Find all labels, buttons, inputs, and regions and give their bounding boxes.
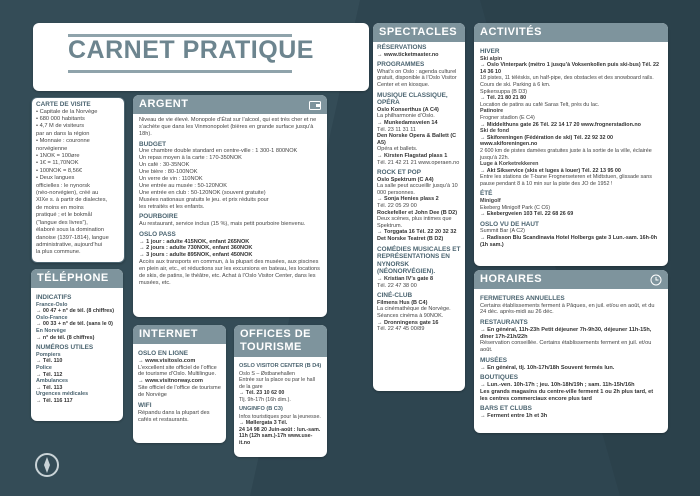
ete-line: → Ekebergveien 103 Tél. 22 68 26 69 xyxy=(480,211,574,218)
argent-title: ARGENT xyxy=(139,98,189,110)
unginfo-line: Infos touristiques pour la jeunesse. xyxy=(239,413,321,420)
horaires-line: Les grands magasins du centre-ville ferment 1 ou 2h plus tard, et les centres commerciaux encore plus tard xyxy=(480,388,654,402)
internet-title: INTERNET xyxy=(139,328,198,340)
carte-item: norvégienne xyxy=(36,145,68,152)
horaires-line: → En général, tlj. 10h-17h/18h Souvent fermés lun. xyxy=(480,364,615,371)
oslo-pass-desc: Accès aux transports en commun, à la plupart des musées, aux piscines en plein air, etc., et réductions sur les excursions en bateau, les locations de skis, de patins, le théâtre, etc. Achat à l’Oslo Visitor Center, dans les musées, etc. xyxy=(139,259,320,286)
budget-item: Un repas moyen à la carte : 170-350NOK xyxy=(139,155,242,162)
carte-item: la plus commune. xyxy=(36,249,81,256)
wallet-icon xyxy=(309,100,321,110)
budget-item: Une chambre double standard en centre-ville : 1 300-1 800NOK xyxy=(139,148,298,155)
horaires-line: Certains établissements ferment à Pâques, en juil. et/ou en août, et du 24 déc. après-midi au 26 déc. xyxy=(480,302,655,316)
hiver-line: Ski alpin xyxy=(480,55,503,62)
spectacle-line: Tél. 21 42 21 21 www.operaen.no xyxy=(377,159,460,166)
hiver-line: Luge à Korketrekkeren xyxy=(480,161,539,168)
vu-de-haut-list xyxy=(480,228,662,248)
pass-price: → 1 jour : adulte 415NOK, enfant 265NOK xyxy=(139,238,250,245)
telephone-box xyxy=(31,269,123,421)
carte-item: (néo-norvégien), créé au xyxy=(36,190,99,197)
activites-header xyxy=(474,23,668,42)
phone-number: → Tél. 113 xyxy=(36,384,63,391)
numeros-list xyxy=(36,352,118,405)
hiver-line: → Middelthuns gate 26 Tél. 22 14 17 20 www.frognerstadion.no xyxy=(480,121,641,128)
budget-item: Une bière : 80-100NOK xyxy=(139,169,198,176)
oslo-en-ligne-heading: OSLO EN LIGNE xyxy=(138,350,189,357)
spectacle-line: → Torggata 16 Tél. 22 20 32 32 xyxy=(377,229,457,236)
spectacles-box xyxy=(373,23,465,391)
phone-number: → 00 33 + n° de tél. (sans le 0) xyxy=(36,321,113,328)
carte-de-visite-box xyxy=(31,97,125,263)
spectacle-line: Den Norske Opera & Ballett (C A5) xyxy=(377,133,457,146)
carte-item: • 100NOK = 8,56€ xyxy=(36,167,83,174)
internet-box xyxy=(133,325,226,443)
spectacle-section-heading: CINÉ-CLUB xyxy=(377,292,413,300)
horaires-section-heading: BARS ET CLUBS xyxy=(480,405,532,413)
spectacle-line: What’s on Oslo : agenda culturel gratuit, disponible à l’Oslo Visitor Center et en kiosque. xyxy=(377,68,457,88)
hiver-line: Frogner stadion (E C4) xyxy=(480,114,535,121)
carte-heading: CARTE DE VISITE xyxy=(36,101,91,108)
spectacle-line: Deux scènes, plus intimes que Spektrum. xyxy=(377,216,452,229)
hiver-line: 2 600 km de pistes damées gratuites juste à la sortie de la ville, éclairée jusqu’à 22h. xyxy=(480,147,652,161)
visitoslo-desc: L’excellent site officiel de l’office de tourisme d’Oslo. Multilingue. xyxy=(138,364,217,378)
visitnorway-desc: Site officiel de l’office de tourisme de Norvège xyxy=(138,385,221,399)
spectacle-section-heading: ROCK ET POP xyxy=(377,169,422,177)
phone-number: → Tél. 112 xyxy=(36,371,63,378)
phone-label: Oslo-France xyxy=(36,314,68,321)
link-visitnorway[interactable]: → www.visitnorway.com xyxy=(138,378,203,385)
carte-item: danoise (1397-1814), langue xyxy=(36,234,109,241)
budget-list xyxy=(139,148,321,210)
ete-line: Minigolf xyxy=(480,198,501,205)
hiver-line: Ski de fond xyxy=(480,128,510,135)
pass-price: → 3 jours : adulte 895NOK, enfant 450NOK xyxy=(139,252,253,259)
spectacle-line: → Munkedamsveien 14 xyxy=(377,119,438,126)
horaires-section-heading: FERMETURES ANNUELLES xyxy=(480,295,565,302)
carte-item: (“langue des livres”), xyxy=(36,219,88,226)
visitor-center-line: Oslo S – Østbanehallen xyxy=(239,370,295,377)
spectacle-line: Det Norske Teatret (B D2) xyxy=(377,236,444,243)
offices-title: OFFICES DE TOURISME xyxy=(240,328,312,353)
phone-label: En Norvège xyxy=(36,327,66,334)
carte-item: • 680 000 habitants xyxy=(36,116,85,122)
clock-icon xyxy=(650,274,662,286)
visitor-center-heading: OSLO VISITOR CENTER (B D4) xyxy=(239,363,322,369)
numeros-heading: NUMÉROS UTILES xyxy=(36,344,94,352)
pourboire-heading: POURBOIRE xyxy=(139,213,178,221)
spectacles-title: SPECTACLES xyxy=(379,26,458,38)
carte-item: • 1NOK = 100øre xyxy=(36,153,80,160)
pourboire-text: Au restaurant, service inclus (15 %), mais petit pourboire bienvenu. xyxy=(139,221,306,228)
carte-item: • Deux langues xyxy=(36,175,75,182)
activites-box xyxy=(474,23,668,266)
wifi-text: Répandu dans la plupart des cafés et restaurants. xyxy=(138,409,210,423)
unginfo-addr: → Møllergata 3 Tél. xyxy=(239,420,288,427)
carte-items xyxy=(36,109,120,257)
hiver-line: 18 pistes, 11 téléskis, un half-pipe, des obstacles et des snowboard rails. Cours de ski. Parking à 6 km. xyxy=(480,75,654,88)
vu-de-haut-line: Summit Bar (A C2) xyxy=(480,228,525,235)
horaires-section-heading: MUSÉES xyxy=(480,356,507,364)
vu-de-haut-line: → Radisson Blu Scandinavia Hotel Holbergs gate 3 Lun.-sam. 16h-0h (1h sam.) xyxy=(480,235,658,248)
horaires-line: → Lun.-ven. 10h-17h ; jeu. 10h-18h/19h ; sam. 11h-15h/16h xyxy=(480,381,635,388)
pass-price: → 2 jours : adulte 730NOK, enfant 360NOK xyxy=(139,245,253,252)
spectacle-line: → www.ticketmaster.no xyxy=(377,51,439,58)
telephone-header xyxy=(31,269,123,288)
phone-number: → n° de tél. (8 chiffres) xyxy=(36,334,95,341)
budget-item: Une entrée au musée : 50-120NOK xyxy=(139,182,227,189)
phone-label: Police xyxy=(36,364,52,371)
horaires-title: HORAIRES xyxy=(480,273,543,285)
phone-label: Ambulances xyxy=(36,378,69,385)
visitor-center-tel: → Tél. 23 10 62 00 xyxy=(239,390,285,397)
spectacle-line: Tél. 22 05 29 00 xyxy=(377,203,417,210)
spectacle-line: Filmens Hus (B C4) xyxy=(377,299,428,306)
spectacle-section-heading: MUSIQUE CLASSIQUE, OPÉRA xyxy=(377,91,448,107)
hiver-line: → Oslo Vinterpark (métro 1 jusqu’à Voksenkollen puis ski-bus) Tél. 22 14 36 10 xyxy=(480,62,659,75)
spectacle-line: Opéra et ballets. xyxy=(377,146,418,153)
spectacle-line: Rockefeller et John Dee (B D2) xyxy=(377,209,458,216)
hiver-line: Spikersuppa (B D3) xyxy=(480,88,528,95)
visitor-center-line: Entrée sur la place ou par le hall de la gare xyxy=(239,377,315,390)
spectacles-body xyxy=(373,42,465,335)
phone-number: → Tél. 110 xyxy=(36,358,63,365)
activites-title: ACTIVITÉS xyxy=(480,26,542,38)
horaires-box xyxy=(474,270,668,433)
spectacle-line: La philharmonie d’Oslo. xyxy=(377,113,435,120)
horaires-section-heading: RESTAURANTS xyxy=(480,319,528,327)
spectacle-section-heading: PROGRAMMES xyxy=(377,61,425,69)
spectacle-line: La cinémathèque de Norvège. Séances cinéma à 90NOK. xyxy=(377,306,451,319)
phone-label: Urgences médicales xyxy=(36,391,89,398)
spectacle-line: Tél. 22 47 38 00 xyxy=(377,282,417,289)
visitor-center-hours: Tlj. 9h-17h (16h dim.). xyxy=(239,396,291,403)
budget-heading: BUDGET xyxy=(139,140,166,148)
hiver-line: → Tél. 21 80 21 80 xyxy=(480,95,527,102)
argent-intro: Niveau de vie élevé. Monopole d’État sur l’alcool, qui est très cher et ne s’achète que dans les Vinmonopolet (bières en grande surface jusqu’à 18h). xyxy=(139,117,317,137)
spectacle-line: → Kristian IV’s gate 8 xyxy=(377,276,434,282)
phone-label: France-Oslo xyxy=(36,301,68,308)
oslo-pass-heading: OSLO PASS xyxy=(139,230,176,238)
spectacle-line: → Sonja Henies plass 2 xyxy=(377,196,439,203)
horaires-line: → En général, 11h-23h Petit déjeuner 7h-9h30, déjeuner 11h-15h, dîner 17h-21h/22h xyxy=(480,326,652,340)
phone-number: → 00 47 + n° de tél. (8 chiffres) xyxy=(36,308,115,315)
indicatifs-heading: INDICATIFS xyxy=(36,294,72,301)
indicatifs-list xyxy=(36,302,118,342)
offices-box xyxy=(234,325,327,457)
carte-item: par an dans la région xyxy=(36,130,90,137)
spectacles-header xyxy=(373,23,465,42)
offices-header xyxy=(234,325,327,357)
hiver-heading: HIVER xyxy=(480,48,500,55)
hiver-line: Location de patins au café Saras Telt, près du lac. xyxy=(480,101,600,108)
carte-item: élaboré sous la domination xyxy=(36,227,104,234)
phone-number: → Tél. 116 117 xyxy=(36,397,73,404)
spectacle-section-heading: COMÉDIES MUSICALES ET REPRÉSENTATIONS EN NYNORSK (NÉONORVÉGIEN). xyxy=(377,245,461,276)
spectacle-line: Oslo Konserthus (A C4) xyxy=(377,106,439,113)
spectacle-line: La salle peut accueillir jusqu’à 10 000 personnes. xyxy=(377,183,458,196)
phone-label: Pompiers xyxy=(36,351,61,358)
spectacle-line: Tél. 22 47 45 00/89 xyxy=(377,326,425,333)
argent-box xyxy=(133,95,327,317)
visitor-center-lines xyxy=(239,371,322,391)
horaires-section-heading: BOUTIQUES xyxy=(480,374,518,382)
spectacle-line: Tél. 23 11 31 11 xyxy=(377,126,416,133)
unginfo-heading: UNGINFO (B C3) xyxy=(239,406,283,413)
page-title: CARNET PRATIQUE xyxy=(68,36,314,64)
compass-icon xyxy=(34,452,60,478)
hiver-list xyxy=(480,56,662,188)
telephone-title: TÉLÉPHONE xyxy=(37,272,109,284)
hiver-line: → Akt Sikservice (skis et luges à louer) Tél. 22 13 95 00 xyxy=(480,167,621,174)
link-visitoslo[interactable]: → www.visitoslo.com xyxy=(138,357,196,364)
horaires-header xyxy=(474,270,668,289)
carte-item: • 4,7 M de visiteurs xyxy=(36,123,85,130)
spectacle-line: Oslo Spektrum (C A4) xyxy=(377,176,434,183)
spectacle-line: → Kirsten Flagstad plass 1 xyxy=(377,152,448,159)
hiver-line: Entre les stations de T-bane Frognerseteren et Midtstuen, glissade sans pause pendant 8 à 10 min sur la piste des JO de 1952 ! xyxy=(480,174,652,187)
hiver-line: Patinoire xyxy=(480,108,504,115)
hiver-line: → Skiforeningen (Fédération de ski) Tél. 22 92 32 00 www.skiforeningen.no xyxy=(480,134,614,148)
budget-item: Musées nationaux gratuits le jeu. et prix réduits pour xyxy=(139,196,269,203)
horaires-body xyxy=(474,289,668,423)
argent-header xyxy=(133,95,327,114)
carte-item: officielles : le nynorsk xyxy=(36,182,90,189)
budget-item: Un verre de vin : 110NOK xyxy=(139,175,203,182)
unginfo-hours: 24 14 98 20 Juin-août : lun.-sam. 11h (12h sam.)-17h www.use-it.no xyxy=(239,426,321,446)
ete-line: Ekeberg Minigolf Park (C C6) xyxy=(480,204,551,211)
carte-item: administrative, aujourd’hui xyxy=(36,241,103,248)
budget-item: les retraités et les enfants. xyxy=(139,203,205,210)
internet-header xyxy=(133,325,226,344)
horaires-line: Réservation conseillée. Certains établissements ferment en juil. et/ou août. xyxy=(480,340,652,354)
vu-de-haut-heading: OSLO VU DE HAUT xyxy=(480,220,539,228)
ete-list xyxy=(480,198,662,218)
budget-item: Un café : 30-35NOK xyxy=(139,162,190,169)
carte-item: • Monnaie : couronne xyxy=(36,138,90,145)
carte-item: • 1€ = 11,70NOK xyxy=(36,160,79,167)
carte-item: pratiqué ; et le bokmål xyxy=(36,212,92,219)
spectacle-section-heading: RÉSERVATIONS xyxy=(377,44,427,51)
budget-item: Une entrée en club : 50-120NOK (souvent gratuite) xyxy=(139,189,266,196)
wifi-heading: WIFI xyxy=(138,402,152,410)
ete-heading: ÉTÉ xyxy=(480,190,493,198)
horaires-line: → Ferment entre 1h et 3h xyxy=(480,412,548,419)
spectacle-line: → Dronningens gate 16 xyxy=(377,319,439,326)
carte-item: de moins en moins xyxy=(36,204,84,211)
carte-item: XIXe s. à partir de dialectes, xyxy=(36,197,108,204)
carte-item: • Capitale de la Norvège xyxy=(36,108,98,115)
title-rule-bottom xyxy=(68,70,292,73)
oslo-pass-list xyxy=(139,239,321,260)
